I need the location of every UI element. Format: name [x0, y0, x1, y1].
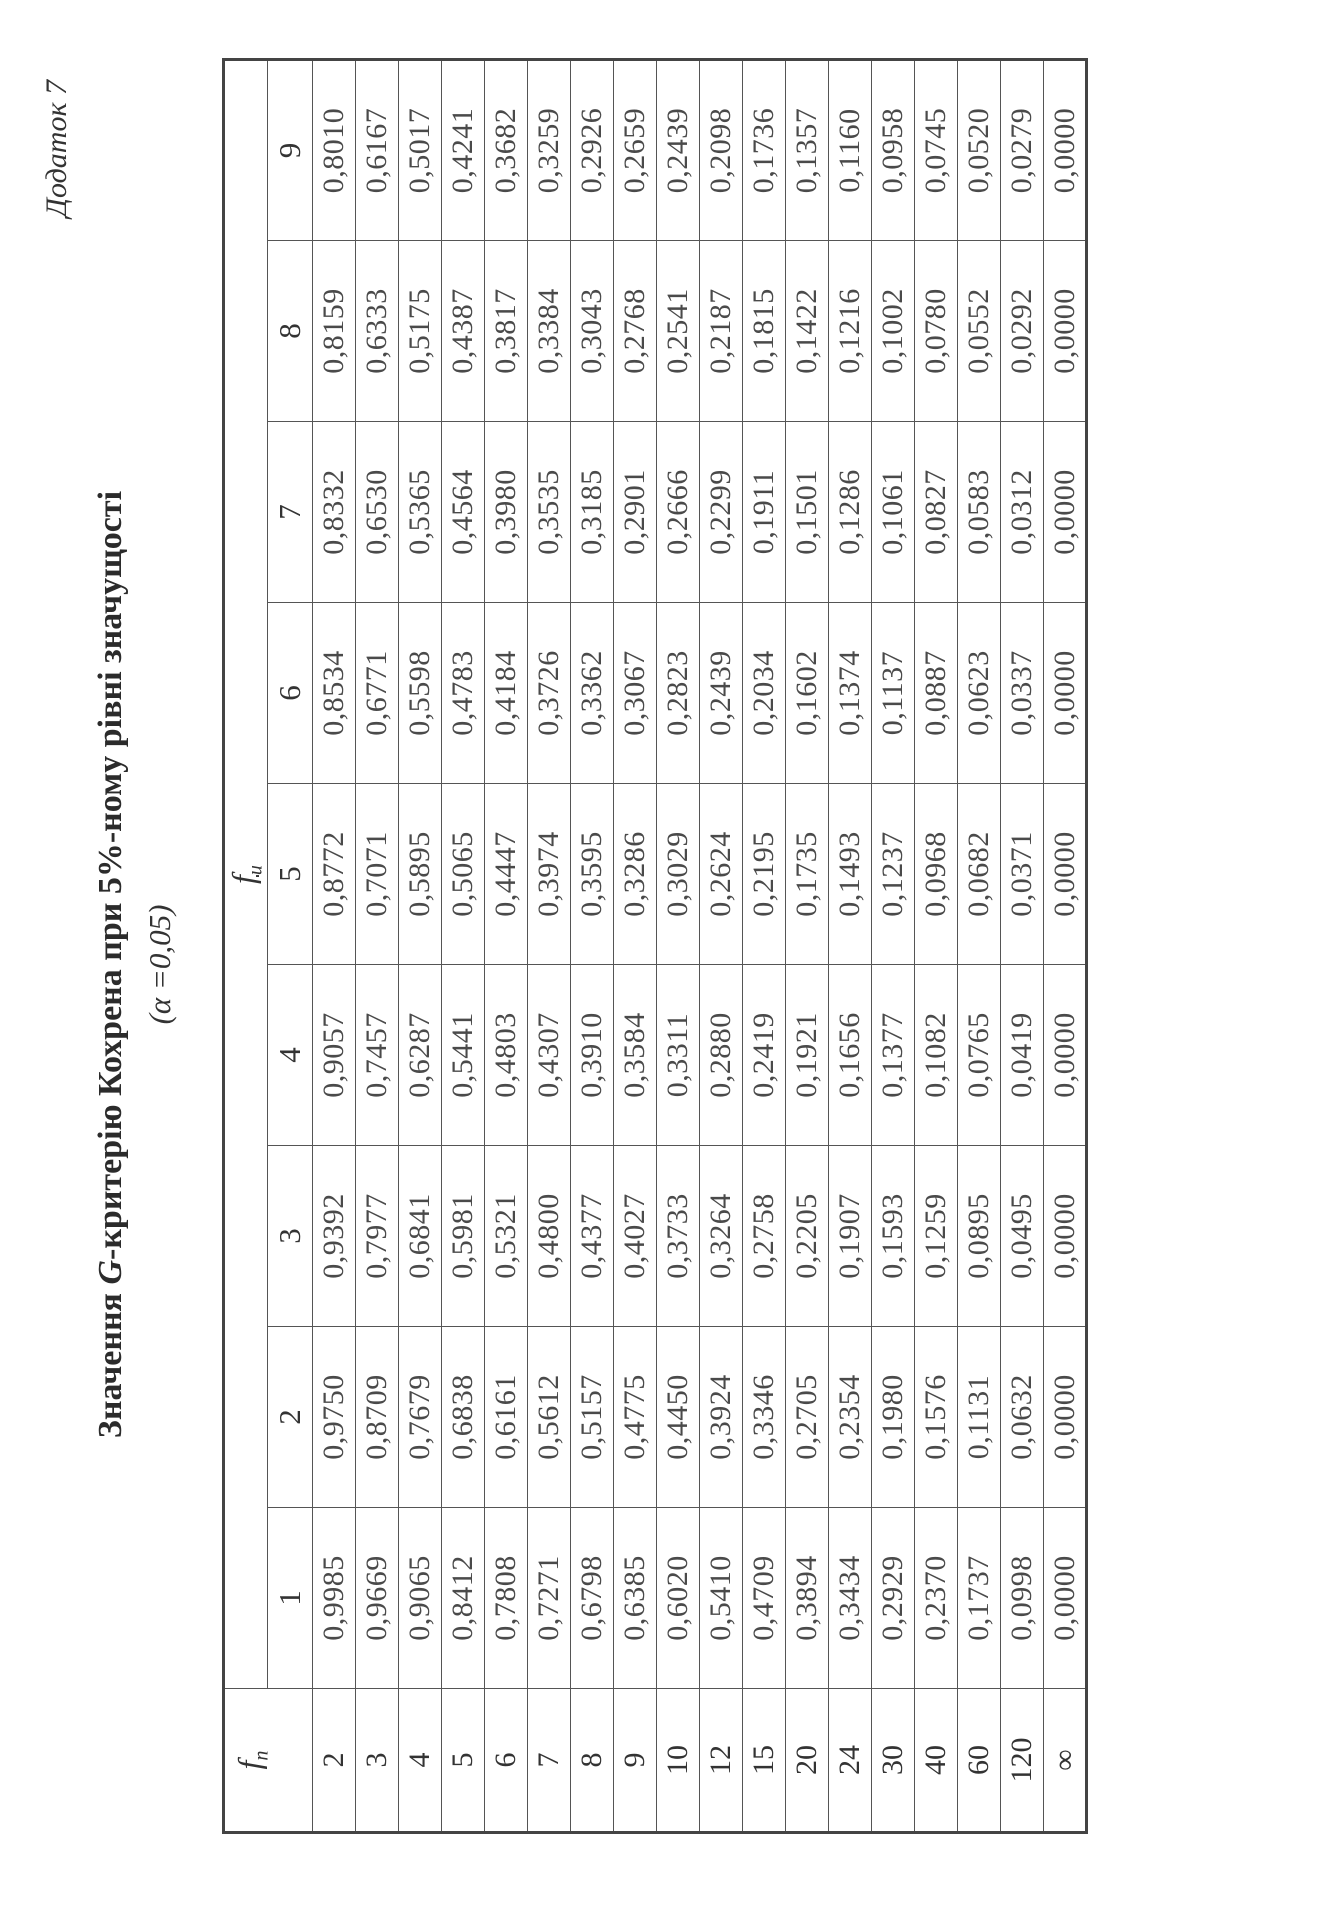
table-cell: 0,1737	[958, 1508, 1001, 1689]
table-cell: 0,3974	[528, 784, 571, 965]
table-cell: 0,0000	[1044, 603, 1087, 784]
table-cell: 0,5598	[399, 603, 442, 784]
column-header: 2	[268, 1327, 313, 1508]
table-cell: 0,8412	[442, 1508, 485, 1689]
table-cell: 0,0765	[958, 965, 1001, 1146]
table-cell: 0,4387	[442, 241, 485, 422]
table-cell: 0,0552	[958, 241, 1001, 422]
table-cell: 0,6287	[399, 965, 442, 1146]
table-cell: 0,1216	[829, 241, 872, 422]
table-cell: 0,0000	[1044, 60, 1087, 241]
table-cell: 0,5612	[528, 1327, 571, 1508]
table-cell: 0,1422	[786, 241, 829, 422]
table-cell: 0,6020	[657, 1508, 700, 1689]
table-cell: 0,1259	[915, 1146, 958, 1327]
row-fn-label: 2	[313, 1689, 356, 1833]
table-cell: 0,1002	[872, 241, 915, 422]
table-row	[829, 60, 872, 1833]
row-fn-label: 5	[442, 1689, 485, 1833]
table-cell: 0,3362	[571, 603, 614, 784]
table-row	[743, 60, 786, 1833]
table-cell: 0,1061	[872, 422, 915, 603]
table-cell: 0,5895	[399, 784, 442, 965]
table-row	[700, 60, 743, 1833]
table-cell: 0,2659	[614, 60, 657, 241]
table-cell: 0,3894	[786, 1508, 829, 1689]
table-row	[313, 60, 356, 1833]
row-fn-label: 10	[657, 1689, 700, 1833]
table-cell: 0,1237	[872, 784, 915, 965]
row-fn-label: 40	[915, 1689, 958, 1833]
table-cell: 0,2299	[700, 422, 743, 603]
title-prefix: Значення	[92, 1284, 129, 1439]
table-cell: 0,0495	[1001, 1146, 1044, 1327]
table-cell: 0,3817	[485, 241, 528, 422]
table-row	[356, 60, 399, 1833]
table-cell: 0,4564	[442, 422, 485, 603]
table-cell: 0,0000	[1044, 965, 1087, 1146]
row-fn-label: 9	[614, 1689, 657, 1833]
table-cell: 0,5017	[399, 60, 442, 241]
table-cell: 0,0279	[1001, 60, 1044, 241]
table-cell: 0,5321	[485, 1146, 528, 1327]
table-cell: 0,8332	[313, 422, 356, 603]
column-header: 9	[268, 60, 313, 241]
table-row	[872, 60, 915, 1833]
table-cell: 0,0371	[1001, 784, 1044, 965]
table-cell: 0,4783	[442, 603, 485, 784]
row-fn-label: 60	[958, 1689, 1001, 1833]
table-cell: 0,4027	[614, 1146, 657, 1327]
table-cell: 0,8159	[313, 241, 356, 422]
table-cell: 0,3584	[614, 965, 657, 1146]
table-cell: 0,0623	[958, 603, 1001, 784]
table-cell: 0,6161	[485, 1327, 528, 1508]
table-cell: 0,2823	[657, 603, 700, 784]
row-fn-label: 4	[399, 1689, 442, 1833]
table-row	[1044, 60, 1087, 1833]
table-row	[571, 60, 614, 1833]
table-cell: 0,5065	[442, 784, 485, 965]
table-cell: 0,3924	[700, 1327, 743, 1508]
fu-subscript: u	[244, 865, 267, 876]
table-cell: 0,3726	[528, 603, 571, 784]
table-row	[1001, 60, 1044, 1833]
table-cell: 0,6838	[442, 1327, 485, 1508]
table-cell: 0,2901	[614, 422, 657, 603]
table-cell: 0,1493	[829, 784, 872, 965]
table-cell: 0,1911	[743, 422, 786, 603]
table-cell: 0,1357	[786, 60, 829, 241]
page-title	[92, 0, 130, 1929]
table-cell: 0,6841	[399, 1146, 442, 1327]
column-header: 6	[268, 603, 313, 784]
table-cell: 0,1286	[829, 422, 872, 603]
table-cell: 0,2439	[657, 60, 700, 241]
table-cell: 0,2929	[872, 1508, 915, 1689]
table-cell: 0,3682	[485, 60, 528, 241]
table-cell: 0,2768	[614, 241, 657, 422]
table-cell: 0,0000	[1044, 241, 1087, 422]
table-cell: 0,3185	[571, 422, 614, 603]
table-cell: 0,0682	[958, 784, 1001, 965]
table-cell: 0,8772	[313, 784, 356, 965]
fu-header	[224, 60, 268, 1689]
table-cell: 0,5157	[571, 1327, 614, 1508]
table-cell: 0,3384	[528, 241, 571, 422]
table-row	[528, 60, 571, 1833]
table-cell: 0,4800	[528, 1146, 571, 1327]
table-cell: 0,4377	[571, 1146, 614, 1327]
table-cell: 0,2624	[700, 784, 743, 965]
table-cell: 0,4450	[657, 1327, 700, 1508]
table-cell: 0,5981	[442, 1146, 485, 1327]
table-cell: 0,3043	[571, 241, 614, 422]
table-cell: 0,7808	[485, 1508, 528, 1689]
table-cell: 0,0000	[1044, 1508, 1087, 1689]
table-cell: 0,3595	[571, 784, 614, 965]
table-cell: 0,9392	[313, 1146, 356, 1327]
fn-symbol: f	[231, 1760, 267, 1770]
column-header: 1	[268, 1508, 313, 1689]
table-cell: 0,4775	[614, 1327, 657, 1508]
table-cell: 0,4241	[442, 60, 485, 241]
table-cell: 0,0419	[1001, 965, 1044, 1146]
table-cell: 0,4803	[485, 965, 528, 1146]
table-cell: 0,6798	[571, 1508, 614, 1689]
table-cell: 0,1082	[915, 965, 958, 1146]
column-header: 7	[268, 422, 313, 603]
table-cell: 0,2541	[657, 241, 700, 422]
table-row	[786, 60, 829, 1833]
table-cell: 0,1160	[829, 60, 872, 241]
table-cell: 0,2205	[786, 1146, 829, 1327]
table-cell: 0,1815	[743, 241, 786, 422]
row-fn-label: 12	[700, 1689, 743, 1833]
table-cell: 0,0895	[958, 1146, 1001, 1327]
table-cell: 0,1501	[786, 422, 829, 603]
table-cell: 0,2034	[743, 603, 786, 784]
table-row	[485, 60, 528, 1833]
table-cell: 0,2880	[700, 965, 743, 1146]
table-cell: 0,3434	[829, 1508, 872, 1689]
table-cell: 0,7271	[528, 1508, 571, 1689]
table-cell: 0,2705	[786, 1327, 829, 1508]
table-cell: 0,1377	[872, 965, 915, 1146]
column-header: 3	[268, 1146, 313, 1327]
table-cell: 0,3910	[571, 965, 614, 1146]
appendix-label: Додаток 7	[40, 80, 73, 218]
table-cell: 0,1735	[786, 784, 829, 965]
table-cell: 0,3286	[614, 784, 657, 965]
fn-header	[224, 1689, 313, 1833]
table-cell: 0,2354	[829, 1327, 872, 1508]
row-fn-label: 15	[743, 1689, 786, 1833]
title-g-symbol: G	[92, 1259, 129, 1285]
table-cell: 0,6333	[356, 241, 399, 422]
table-cell: 0,3259	[528, 60, 571, 241]
table-cell: 0,3067	[614, 603, 657, 784]
row-fn-label: 120	[1001, 1689, 1044, 1833]
header-row-columns	[268, 60, 313, 1833]
table-cell: 0,5365	[399, 422, 442, 603]
row-fn-label: ∞	[1044, 1689, 1087, 1833]
table-cell: 0,3980	[485, 422, 528, 603]
column-header: 8	[268, 241, 313, 422]
fu-symbol: f	[225, 875, 261, 884]
table-cell: 0,6771	[356, 603, 399, 784]
table-cell: 0,9669	[356, 1508, 399, 1689]
table-cell: 0,3346	[743, 1327, 786, 1508]
table-cell: 0,0968	[915, 784, 958, 965]
table-cell: 0,7071	[356, 784, 399, 965]
table-cell: 0,0745	[915, 60, 958, 241]
table-cell: 0,0887	[915, 603, 958, 784]
table-cell: 0,4447	[485, 784, 528, 965]
column-header: 5	[268, 784, 313, 965]
table-cell: 0,1593	[872, 1146, 915, 1327]
table-cell: 0,7679	[399, 1327, 442, 1508]
table-cell: 0,0520	[958, 60, 1001, 241]
row-fn-label: 7	[528, 1689, 571, 1833]
table-cell: 0,0292	[1001, 241, 1044, 422]
row-fn-label: 20	[786, 1689, 829, 1833]
row-fn-label: 30	[872, 1689, 915, 1833]
table-body	[313, 60, 1087, 1833]
cochran-table	[222, 58, 1088, 1834]
row-fn-label: 24	[829, 1689, 872, 1833]
table-cell: 0,1921	[786, 965, 829, 1146]
table-row	[915, 60, 958, 1833]
table-cell: 0,0337	[1001, 603, 1044, 784]
table-cell: 0,2187	[700, 241, 743, 422]
table-cell: 0,2370	[915, 1508, 958, 1689]
table-cell: 0,1736	[743, 60, 786, 241]
table-cell: 0,0000	[1044, 1327, 1087, 1508]
table-cell: 0,7457	[356, 965, 399, 1146]
table-cell: 0,1602	[786, 603, 829, 784]
table-row	[958, 60, 1001, 1833]
table-cell: 0,7977	[356, 1146, 399, 1327]
table-cell: 0,2419	[743, 965, 786, 1146]
table-cell: 0,0632	[1001, 1327, 1044, 1508]
table-cell: 0,1137	[872, 603, 915, 784]
table-cell: 0,5410	[700, 1508, 743, 1689]
table-cell: 0,3535	[528, 422, 571, 603]
table-cell: 0,1980	[872, 1327, 915, 1508]
table-cell: 0,3264	[700, 1146, 743, 1327]
table-cell: 0,4184	[485, 603, 528, 784]
table-cell: 0,1374	[829, 603, 872, 784]
table-cell: 0,8534	[313, 603, 356, 784]
table-cell: 0,0000	[1044, 1146, 1087, 1327]
title-suffix: -критерію Кохрена при 5%-ному рівні значущості	[92, 490, 129, 1260]
table-cell: 0,2758	[743, 1146, 786, 1327]
table-cell: 0,8010	[313, 60, 356, 241]
column-header: 4	[268, 965, 313, 1146]
table-cell: 0,0583	[958, 422, 1001, 603]
table-cell: 0,2926	[571, 60, 614, 241]
fn-subscript: n	[250, 1750, 273, 1761]
table-cell: 0,0000	[1044, 422, 1087, 603]
table-cell: 0,2666	[657, 422, 700, 603]
table-cell: 0,4307	[528, 965, 571, 1146]
header-row-fu	[224, 60, 268, 1833]
table-cell: 0,2439	[700, 603, 743, 784]
table-cell: 0,4709	[743, 1508, 786, 1689]
table-cell: 0,1576	[915, 1327, 958, 1508]
row-fn-label: 3	[356, 1689, 399, 1833]
table-cell: 0,0827	[915, 422, 958, 603]
table-cell: 0,5441	[442, 965, 485, 1146]
row-fn-label: 8	[571, 1689, 614, 1833]
table-cell: 0,8709	[356, 1327, 399, 1508]
table-cell: 0,0998	[1001, 1508, 1044, 1689]
table-row	[614, 60, 657, 1833]
table-cell: 0,3733	[657, 1146, 700, 1327]
significance-level: (α =0,05)	[142, 904, 177, 1025]
table-cell: 0,0000	[1044, 784, 1087, 965]
table-cell: 0,0958	[872, 60, 915, 241]
table-cell: 0,9065	[399, 1508, 442, 1689]
table-cell: 0,1907	[829, 1146, 872, 1327]
table-cell: 0,0312	[1001, 422, 1044, 603]
table-cell: 0,6385	[614, 1508, 657, 1689]
table-cell: 0,5175	[399, 241, 442, 422]
table-cell: 0,6530	[356, 422, 399, 603]
table-cell: 0,2098	[700, 60, 743, 241]
table-cell: 0,6167	[356, 60, 399, 241]
table-cell: 0,2195	[743, 784, 786, 965]
row-fn-label: 6	[485, 1689, 528, 1833]
table-cell: 0,9057	[313, 965, 356, 1146]
table-cell: 0,9750	[313, 1327, 356, 1508]
table-row	[657, 60, 700, 1833]
table-cell: 0,0780	[915, 241, 958, 422]
table-row	[442, 60, 485, 1833]
table-cell: 0,1656	[829, 965, 872, 1146]
table-cell: 0,1131	[958, 1327, 1001, 1508]
table-row	[399, 60, 442, 1833]
table-cell: 0,3029	[657, 784, 700, 965]
table-cell: 0,9985	[313, 1508, 356, 1689]
table-cell: 0,3311	[657, 965, 700, 1146]
